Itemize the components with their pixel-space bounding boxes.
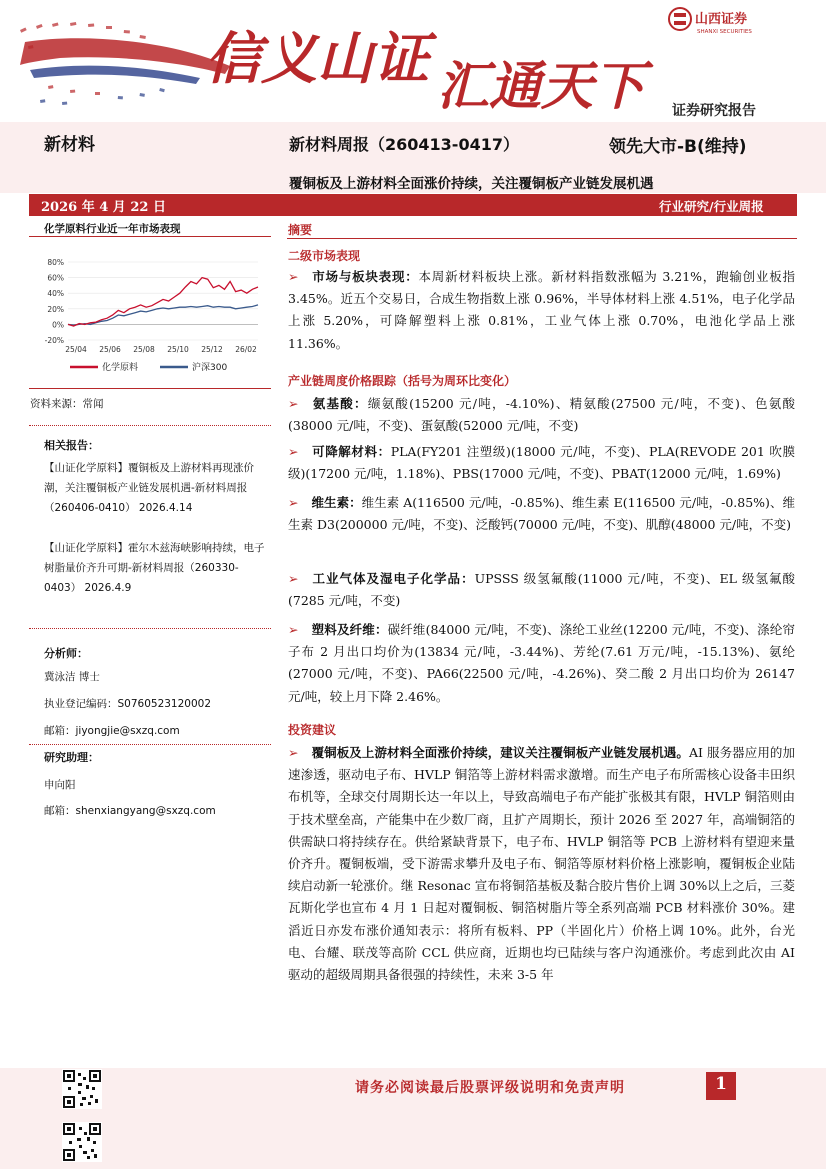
chart-lines: [68, 278, 258, 326]
gas-paragraph: ➢ 工业气体及湿电子化学品：UPSSS 级氢氟酸(11000 元/吨，不变)、EL 级氢氟酸(7285 元/吨，不变): [288, 571, 795, 609]
y-tick-label: -20%: [44, 336, 64, 345]
legend-label: 化学原料: [102, 363, 139, 373]
analyst-title: 分析师：: [44, 647, 88, 660]
sector-label: 新材料: [44, 135, 95, 155]
chart-source: 资料来源：常闻: [30, 398, 104, 410]
flag-swoosh: [20, 22, 230, 105]
header-banner: [0, 0, 826, 122]
y-tick-label: 60%: [47, 273, 64, 283]
x-tick-label: 25/06: [99, 345, 121, 354]
series-line-chem: [68, 278, 258, 326]
y-tick-label: 80%: [47, 258, 64, 267]
x-tick-label: 25/08: [133, 345, 155, 354]
summary-title: 摘要: [288, 223, 313, 237]
chart-legend: [70, 361, 227, 373]
assistant-title: 研究助理：: [44, 751, 99, 764]
analyst-license: 执业登记编码：S0760523120002: [44, 698, 212, 710]
chart-bottom-rule: [29, 388, 271, 389]
related-reports-title: 相关报告：: [44, 439, 99, 452]
x-tick-label: 25/12: [201, 345, 223, 354]
section-invest: 投资建议: [288, 723, 337, 737]
x-tick-label: 25/04: [65, 345, 87, 354]
page-number: 1: [715, 1074, 727, 1094]
x-tick-label: 26/02: [235, 345, 257, 354]
degradable-paragraph: ➢ 可降解材料：PLA(FY201 注塑级)(18000 元/吨，不变)、PLA(REVODE 201 吹膜级)(17200 元/吨，1.18%)、PBS(17000 元/吨，不变)、PBAT(12000 元/吨，1.69%): [288, 444, 795, 482]
related-report-2[interactable]: 【山证化学原料】霍尔木兹海峡影响持续，电子树脂量价齐升可期-新材料周报（260330-0403） 2026.4.9: [44, 542, 265, 594]
analyst-name: 冀泳洁 博士: [44, 671, 100, 683]
chart-title: 化学原料行业近一年市场表现: [44, 223, 181, 235]
invest-paragraph: ➢ 覆铜板及上游材料全面涨价持续，建议关注覆铜板产业链发展机遇。AI 服务器应用的加速渗透，驱动电子布、HVLP 铜箔等上游材料需求激增。而生产电子布所需核心设备丰田织布机等，全球交付周期长达一年以上，导致高端电子布产能扩张极其有限，HVLP 铜箔则由于技术壁垒高，产能集中在少数厂商，且扩产周期长，预计 2026 至 2027 年，高端铜箔的供需缺口将持续存在。供给紧缺背景下，电子布、HVLP 铜箔等 PCB 上游材料有望迎来量价齐升。覆铜板端，受下游需求攀升及电子布、铜箔等原材料价格上涨影响，覆铜板企业陆续启动新一轮涨价。继 Resonac 宣布将铜箔基板及黏合胶片售价上调 30%以上之后，三菱瓦斯化学也宣布 4 月 1 日起对覆铜板、铜箔树脂片等全系列高端 PCB 材料涨价 30%。建滔近日亦发布涨价通知表示：将所有板料、PP（半固化片）价格上调 10%。此外，台光电、台耀、联茂等高阶 CCL 供应商，近期也均已陆续与客户沟通涨价。考虑到此次由 AI 驱动的超级周期具备很强的持续性，未来 3-5 年: [288, 745, 795, 983]
amino-acid-paragraph: ➢ 氨基酸：缬氨酸(15200 元/吨，-4.10%)、精氨酸(27500 元/吨，不变)、色氨酸(38000 元/吨，不变)、蛋氨酸(52000 元/吨，不变): [288, 396, 795, 434]
section-market: 二级市场表现: [288, 249, 361, 263]
chart-x-ticks: [65, 345, 257, 354]
legend-label: 沪深300: [192, 363, 228, 373]
divider: [29, 425, 271, 426]
qr-code-icon: [62, 1069, 102, 1109]
report-subtitle: 覆铜板及上游材料全面涨价持续，关注覆铜板产业链发展机遇: [289, 176, 654, 192]
summary-rule: [287, 238, 797, 239]
assistant-email[interactable]: 邮箱：shenxiangyang@sxzq.com: [44, 805, 216, 817]
y-tick-label: 20%: [47, 304, 64, 314]
qr-code-icon: [62, 1122, 102, 1162]
report-category: 行业研究/行业周报: [659, 199, 764, 214]
section-prices: 产业链周度价格跟踪（括号为周环比变化）: [288, 374, 517, 388]
market-performance-chart: [30, 252, 265, 382]
chart-title-rule: [29, 236, 271, 237]
analyst-email[interactable]: 邮箱：jiyongjie@sxzq.com: [44, 725, 180, 737]
related-report-1[interactable]: 【山证化学原料】覆铜板及上游材料再现涨价潮，关注覆铜板产业链发展机遇-新材料周报（260406-0410） 2026.4.14: [44, 462, 254, 514]
plastic-paragraph: ➢ 塑料及纤维：碳纤维(84000 元/吨，不变)、涤纶工业丝(12200 元/吨，不变)、涤纶帘子布 2 月出口均价为(13834 元/吨，-3.44%)、芳纶(7.61 万元/吨，-15.13%)、氨纶(27000 元/吨，不变)、PA66(22500 元/吨，-4.26%)、癸二酸 2 月出口均价为 26147 元/吨，较上月下降 2.46%。: [288, 622, 795, 704]
rating-label: 领先大市-B(维持): [609, 137, 747, 157]
assistant-name: 申向阳: [44, 779, 76, 791]
report-title: 新材料周报（260413-0417）: [289, 135, 519, 154]
chart-grid: [68, 262, 258, 340]
x-tick-label: 25/10: [167, 345, 189, 354]
market-paragraph: ➢ 市场与板块表现：本周新材料板块上涨。新材料指数涨幅为 3.21%，跑输创业板指 3.45%。近五个交易日，合成生物指数上涨 0.96%，半导体材料上涨 4.51%，电子化学品上涨 5.20%，可降解塑料上涨 0.81%，工业气体上涨 0.70%，电池化学品上涨 11.36%。: [288, 269, 795, 351]
slogan-right: 汇通天下: [437, 56, 646, 117]
report-date: 2026 年 4 月 22 日: [41, 200, 166, 215]
chart-y-ticks: [45, 258, 64, 345]
logo-name: 山西证券: [695, 12, 748, 27]
logo-sub: SHANXI SECURITIES: [697, 29, 752, 35]
divider: [29, 744, 271, 745]
y-tick-label: 40%: [47, 289, 64, 299]
y-tick-label: 0%: [52, 320, 64, 330]
logo-mark-icon: [669, 8, 691, 30]
footer-disclaimer: 请务必阅读最后股票评级说明和免责声明: [355, 1080, 625, 1096]
slogan-left: 信义山证: [205, 26, 429, 92]
divider: [29, 628, 271, 629]
report-type: 证券研究报告: [672, 103, 756, 119]
vitamin-paragraph: ➢ 维生素：维生素 A(116500 元/吨，-0.85%)、维生素 E(116500 元/吨，-0.85%)、维生素 D3(200000 元/吨，不变)、泛酸钙(70000 元/吨，不变)、肌醇(48000 元/吨，不变): [288, 495, 795, 533]
